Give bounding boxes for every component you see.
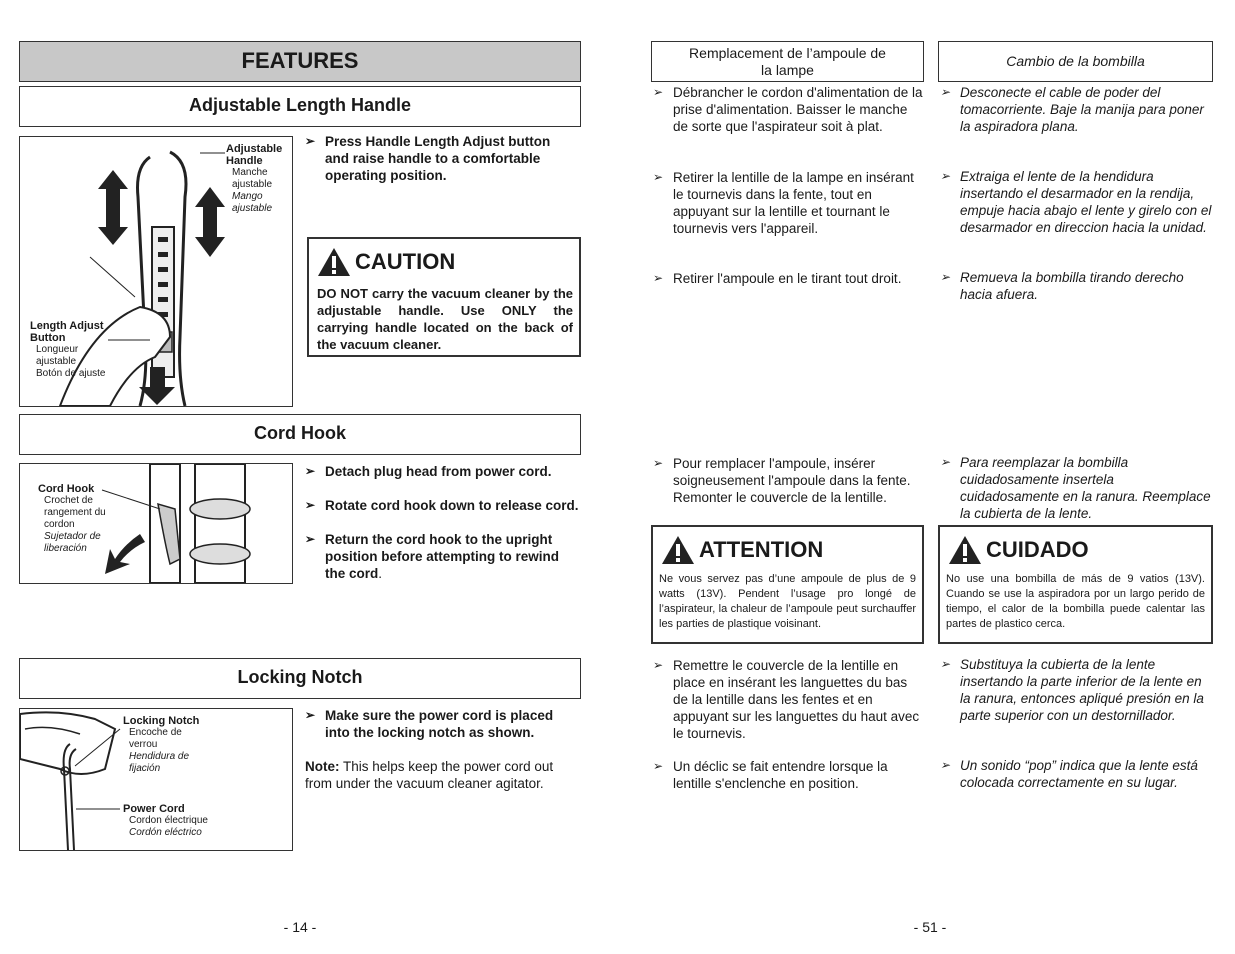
arrow-bullet-icon: ➢ xyxy=(305,708,316,722)
arrow-bullet-icon: ➢ xyxy=(940,657,951,671)
arrow-bullet-icon: ➢ xyxy=(305,498,316,512)
locking-notch-illustration xyxy=(19,708,293,851)
adjustable-section-header xyxy=(19,86,581,127)
locking-notch-label: Locking Notch Encoche de verrou Hendidura de fijación xyxy=(123,715,200,774)
arrow-bullet-icon: ➢ xyxy=(653,759,664,773)
adjustable-section-title: Adjustable Length Handle xyxy=(188,95,411,115)
attention-title-row xyxy=(661,535,823,565)
cordhook-section-header xyxy=(19,414,581,455)
warning-triangle-icon xyxy=(661,535,695,565)
caution-title-row xyxy=(317,247,455,277)
arrow-bullet-icon: ➢ xyxy=(305,134,316,148)
es-header xyxy=(938,41,1213,82)
cuidado-box xyxy=(938,525,1213,644)
features-header xyxy=(19,41,581,82)
adjustable-handle-illustration xyxy=(19,136,293,407)
length-adjust-button-label: Length Adjust Button Longueur ajustable Botón de ajuste xyxy=(30,320,106,379)
locking-section-header xyxy=(19,658,581,699)
cuidado-title: CUIDADO xyxy=(986,537,1089,562)
cordhook-section-title: Cord Hook xyxy=(254,423,346,443)
arrow-bullet-icon: ➢ xyxy=(653,658,664,672)
attention-title: ATTENTION xyxy=(699,537,824,562)
cuidado-title-row xyxy=(948,535,1089,565)
caution-box xyxy=(307,237,581,357)
arrow-bullet-icon: ➢ xyxy=(305,464,316,478)
arrow-bullet-icon: ➢ xyxy=(305,532,316,546)
warning-triangle-icon xyxy=(317,247,351,277)
adjustable-handle-label: Adjustable Handle Manche ajustable Mango ajustable xyxy=(226,143,283,214)
arrow-bullet-icon: ➢ xyxy=(653,456,664,470)
fr-header-title: Remplacement de l’ampoule de la lampe xyxy=(689,45,886,78)
page-number-left: - 14 - xyxy=(283,919,317,935)
features-title: FEATURES xyxy=(241,48,359,73)
attention-text: Ne vous servez pas d’une ampoule de plus de 9 watts (13V). Pendent l’usage pro longé de l’aspirateur, la chaleur de l’ampoule peut surchauffer les parties de plastique voisinant. xyxy=(659,573,916,630)
arrow-bullet-icon: ➢ xyxy=(653,85,664,99)
caution-title: CAUTION xyxy=(355,249,456,274)
arrow-bullet-icon: ➢ xyxy=(940,169,951,183)
arrow-bullet-icon: ➢ xyxy=(653,170,664,184)
arrow-bullet-icon: ➢ xyxy=(653,271,664,285)
cord-hook-label: Cord Hook Crochet de rangement du cordon Sujetador de liberación xyxy=(38,483,106,554)
warning-triangle-icon xyxy=(948,535,982,565)
locking-section-title: Locking Notch xyxy=(237,667,363,687)
cuidado-text: No use una bombilla de más de 9 vatios (13V). Cuando se use la aspiradora por un largo perido de tiempo, el calor de la bombilla puede calentar las partes de plastico cerca. xyxy=(946,573,1205,630)
attention-box xyxy=(651,525,924,644)
locking-note xyxy=(305,758,580,792)
fr-header xyxy=(651,41,924,82)
cord-hook-illustration xyxy=(19,463,293,584)
page-number-right: - 51 - xyxy=(913,919,947,935)
arrow-bullet-icon: ➢ xyxy=(940,455,951,469)
locking-note-text: This helps keep the power cord out from under the vacuum cleaner agitator. xyxy=(305,759,554,791)
arrow-bullet-icon: ➢ xyxy=(940,270,951,284)
caution-text: DO NOT carry the vacuum cleaner by the adjustable handle. Use ONLY the carrying handle located on the back of the vacuum cleaner. xyxy=(317,286,573,352)
arrow-bullet-icon: ➢ xyxy=(940,758,951,772)
locking-note-label: Note: xyxy=(305,759,340,774)
power-cord-label: Power Cord Cordon électrique Cordón eléctrico xyxy=(123,803,208,838)
arrow-bullet-icon: ➢ xyxy=(940,85,951,99)
es-header-title: Cambio de la bombilla xyxy=(1006,53,1145,69)
